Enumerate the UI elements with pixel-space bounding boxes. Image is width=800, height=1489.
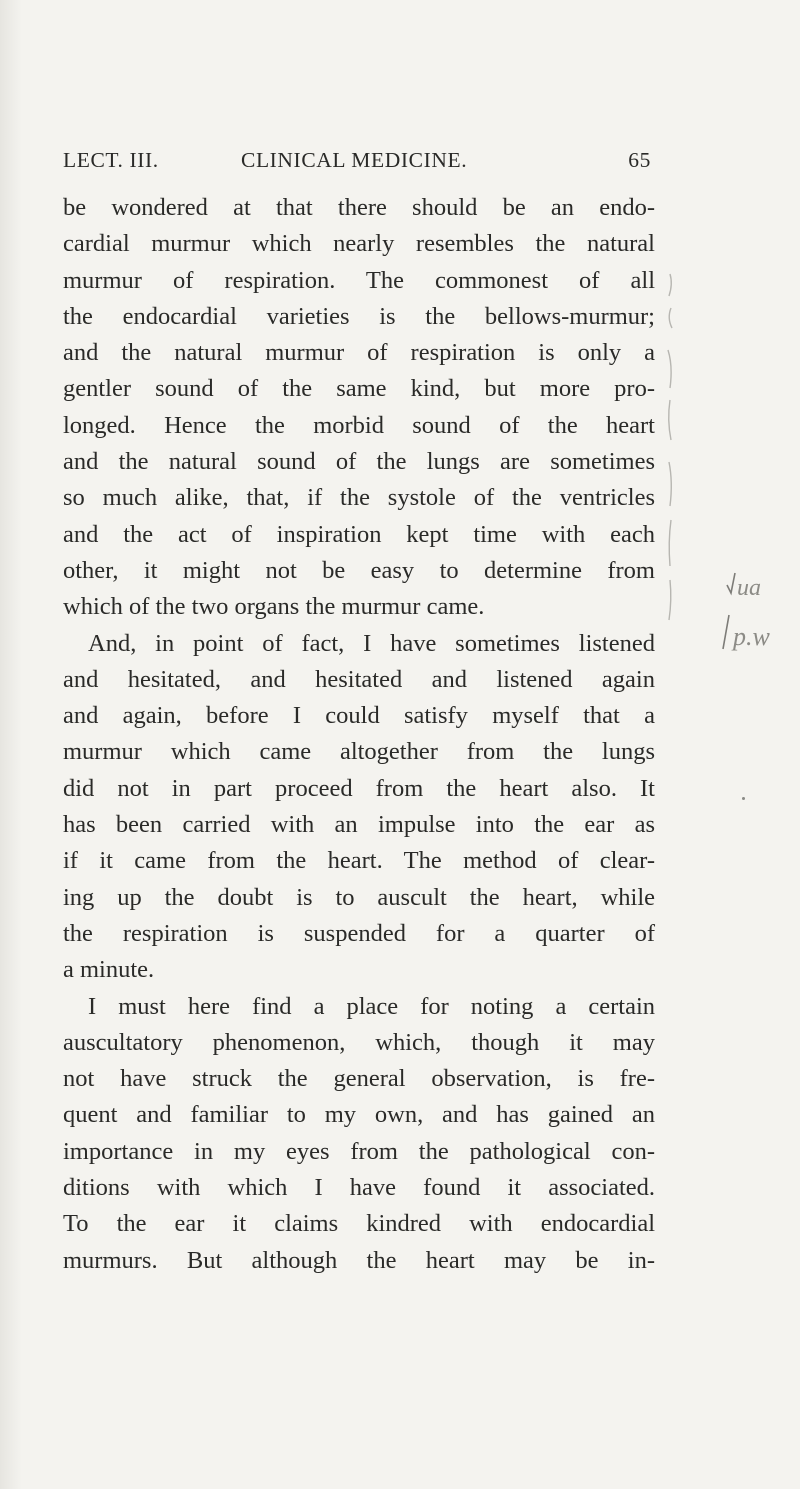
text-line: did not in part proceed from the heart also. It bbox=[63, 774, 655, 802]
text-line: murmur of respiration. The commonest of all bbox=[63, 266, 655, 294]
body-text bbox=[63, 190, 655, 1279]
text-line: cardial murmur which nearly resembles the natural bbox=[63, 230, 655, 258]
text-line: has been carried with an impulse into the ear as bbox=[63, 811, 655, 839]
text-line: other, it might not be easy to determine from bbox=[63, 556, 655, 584]
text-line: gentler sound of the same kind, but more pro- bbox=[63, 375, 655, 403]
text-line: importance in my eyes from the pathological con- bbox=[63, 1137, 655, 1165]
text-line: and again, before I could satisfy myself that a bbox=[63, 702, 655, 730]
text-line: I must here find a place for noting a certain bbox=[88, 992, 655, 1020]
text-line: longed. Hence the morbid sound of the heart bbox=[63, 411, 655, 439]
text-line: And, in point of fact, I have sometimes listened bbox=[88, 629, 655, 657]
text-line: murmur which came altogether from the lungs bbox=[63, 738, 655, 766]
text-line: not have struck the general observation, is fre- bbox=[63, 1065, 655, 1093]
text-line: which of the two organs the murmur came. bbox=[63, 593, 485, 621]
text-line: and the natural murmur of respiration is only a bbox=[63, 339, 655, 367]
text-line: if it came from the heart. The method of clear- bbox=[63, 847, 655, 875]
text-line: auscultatory phenomenon, which, though it may bbox=[63, 1028, 655, 1056]
text-line: be wondered at that there should be an endo- bbox=[63, 194, 655, 221]
text-line: the respiration is suspended for a quarter of bbox=[63, 919, 655, 947]
text-line: quent and familiar to my own, and has gained an bbox=[63, 1101, 655, 1129]
lecture-number: LECT. III. bbox=[63, 148, 159, 172]
text-line: ditions with which I have found it associated. bbox=[63, 1174, 655, 1202]
handwritten-margin-note bbox=[715, 565, 795, 685]
page-number: 65 bbox=[628, 148, 651, 172]
margin-bracket-marks bbox=[664, 270, 676, 660]
text-line: so much alike, that, if the systole of the ventricles bbox=[63, 484, 655, 512]
page-gutter-shadow bbox=[0, 0, 22, 1489]
text-line: the endocardial varieties is the bellows-murmur; bbox=[63, 302, 655, 330]
running-title: CLINICAL MEDICINE. bbox=[241, 148, 468, 172]
text-line: a minute. bbox=[63, 956, 155, 984]
margin-note-line-2: p.w bbox=[733, 622, 770, 651]
text-line: and the act of inspiration kept time with each bbox=[63, 520, 655, 548]
text-line: and the natural sound of the lungs are sometimes bbox=[63, 448, 655, 476]
text-line: ing up the doubt is to auscult the heart, while bbox=[63, 883, 655, 911]
text-line: murmurs. But although the heart may be in- bbox=[63, 1246, 655, 1274]
text-line: and hesitated, and hesitated and listened again bbox=[63, 665, 655, 693]
paper-speck bbox=[742, 797, 745, 800]
text-line: To the ear it claims kindred with endocardial bbox=[63, 1210, 655, 1238]
margin-note-line-1: ua bbox=[737, 575, 761, 601]
running-header bbox=[63, 148, 651, 178]
